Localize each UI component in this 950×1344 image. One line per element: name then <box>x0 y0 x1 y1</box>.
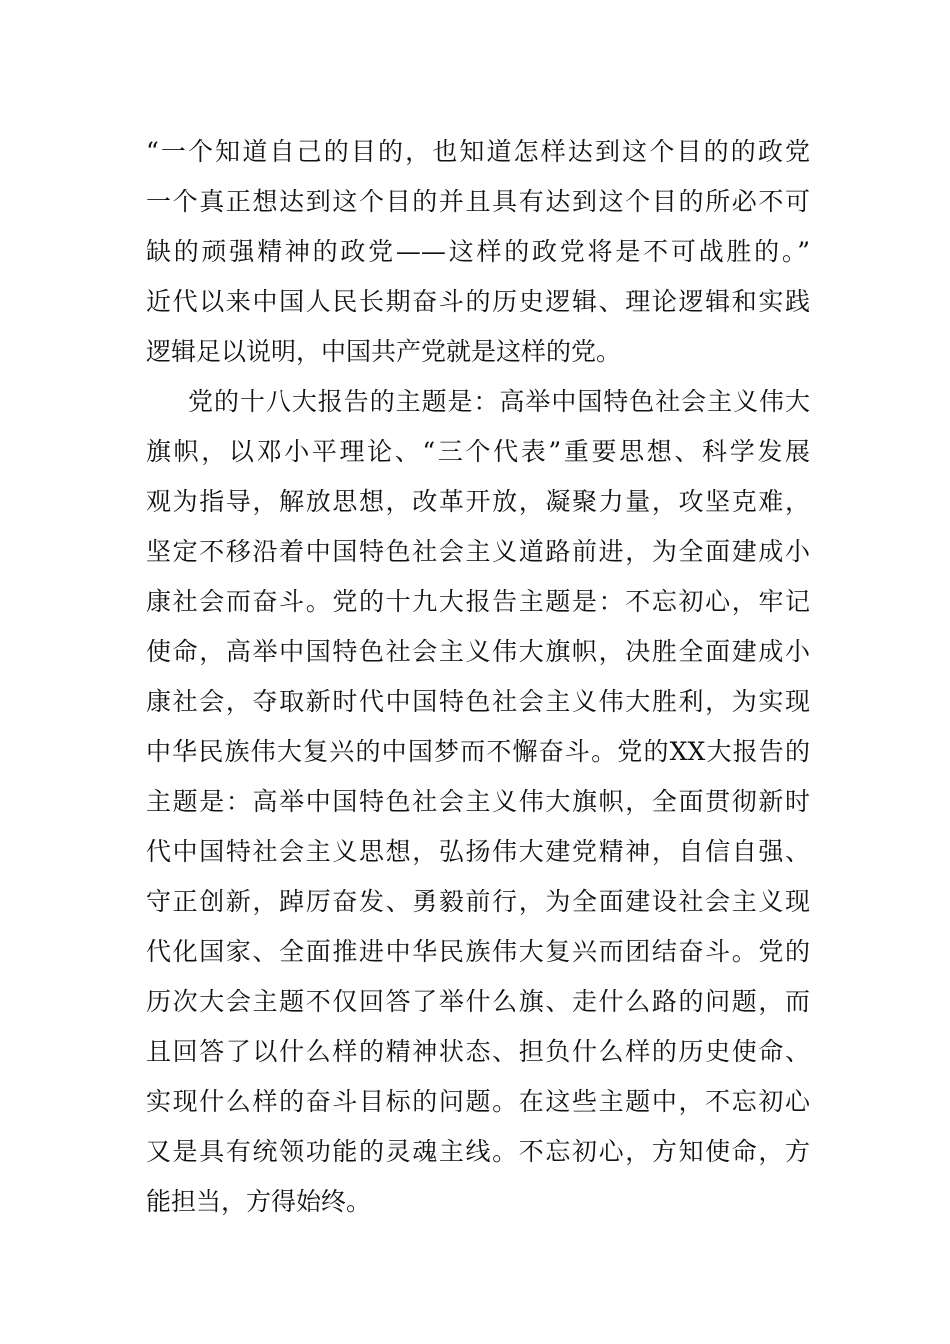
text-line: 观为指导，解放思想，改革开放，凝聚力量，攻坚克难， <box>146 487 810 516</box>
text-line: 主题是：高举中国特色社会主义伟大旗帜，全面贯彻新时 <box>146 787 810 816</box>
text-line: 缺的顽强精神的政党——这样的政党将是不可战胜的。” <box>146 237 810 266</box>
text-line: 代化国家、全面推进中华民族伟大复兴而团结奋斗。党的 <box>146 937 810 966</box>
text-line: 旗帜，以邓小平理论、“三个代表”重要思想、科学发展 <box>146 437 810 466</box>
text-line: 能担当，方得始终。 <box>146 1187 372 1216</box>
text-line: 历次大会主题不仅回答了举什么旗、走什么路的问题，而 <box>146 987 810 1016</box>
text-line: 一个真正想达到这个目的并且具有达到这个目的所必不可 <box>146 187 810 216</box>
text-line: 守正创新，踔厉奋发、勇毅前行，为全面建设社会主义现 <box>146 887 810 916</box>
text-line: 代中国特社会主义思想，弘扬伟大建党精神，自信自强、 <box>146 837 810 866</box>
text-line: 使命，高举中国特色社会主义伟大旗帜，决胜全面建成小 <box>146 637 810 666</box>
text-line: 近代以来中国人民长期奋斗的历史逻辑、理论逻辑和实践 <box>146 287 810 316</box>
text-line: 实现什么样的奋斗目标的问题。在这些主题中，不忘初心 <box>146 1087 810 1116</box>
paragraph-quote <box>146 127 810 377</box>
text-line: 康社会而奋斗。党的十九大报告主题是：不忘初心，牢记 <box>146 587 810 616</box>
text-line: 且回答了以什么样的精神状态、担负什么样的历史使命、 <box>146 1037 810 1066</box>
text-line: 逻辑足以说明，中国共产党就是这样的党。 <box>146 337 622 366</box>
text-line: “一个知道自己的目的，也知道怎样达到这个目的的政党 <box>146 137 810 166</box>
text-line: 党的十八大报告的主题是：高举中国特色社会主义伟大 <box>188 387 810 416</box>
text-line: 中华民族伟大复兴的中国梦而不懈奋斗。党的XX大报告的 <box>146 737 810 766</box>
text-line: 坚定不移沿着中国特色社会主义道路前进，为全面建成小 <box>146 537 810 566</box>
paragraph-congress-themes <box>146 377 810 1227</box>
text-line: 康社会，夺取新时代中国特色社会主义伟大胜利，为实现 <box>146 687 810 716</box>
text-line: 又是具有统领功能的灵魂主线。不忘初心，方知使命，方 <box>146 1137 810 1166</box>
